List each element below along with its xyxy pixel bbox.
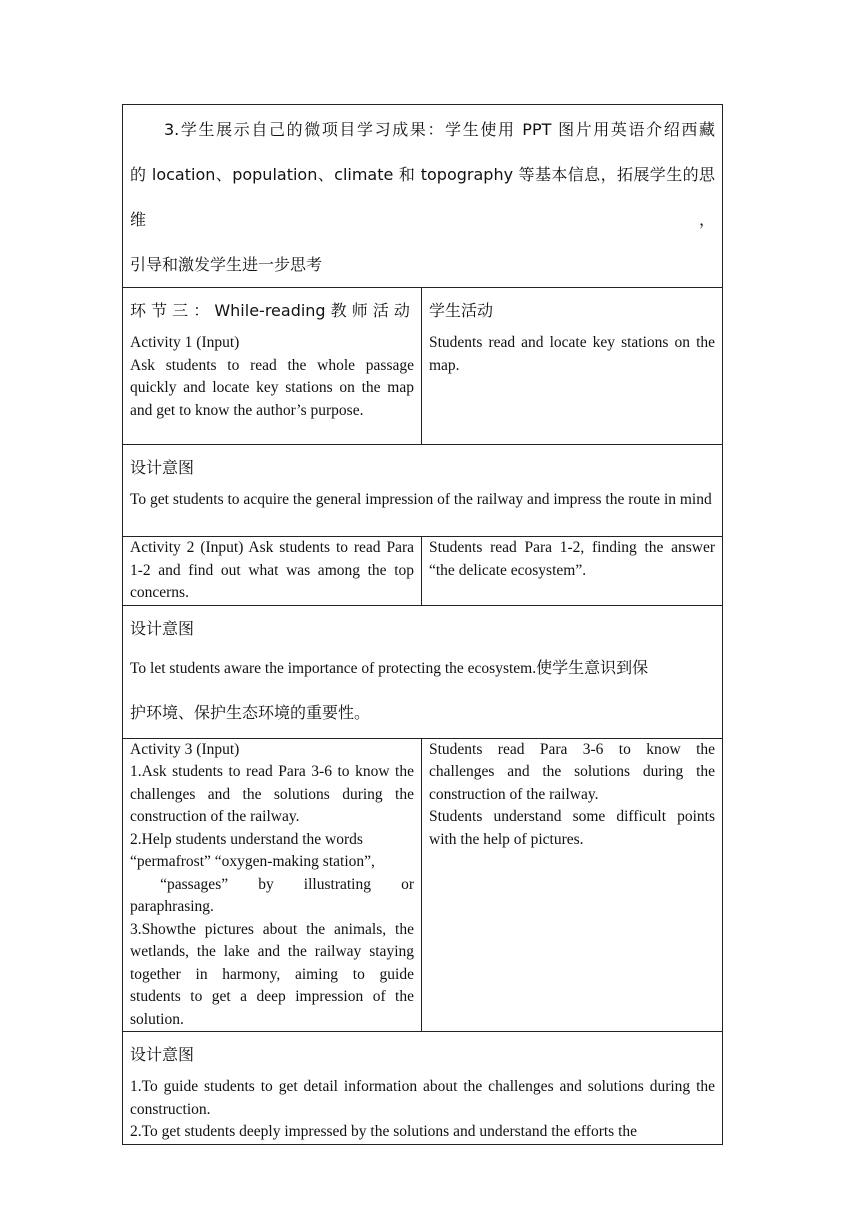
student-activity-header: 学生活动 — [429, 301, 494, 320]
student-activity3-cell — [422, 738, 723, 1032]
teacher-activity3-cell — [123, 738, 422, 1032]
activity2-teacher-text: Activity 2 (Input) Ask students to read Para 1-2 and find out what was among the top concerns. — [130, 539, 414, 601]
activity3-item2d: paraphrasing. — [130, 898, 214, 915]
design3-item1: 1.To guide students to get detail information about the challenges and solutions during the construction. — [130, 1078, 716, 1118]
design2-text-zh-1: 使学生意识到保 — [536, 657, 649, 677]
design3-label: 设计意图 — [130, 1045, 195, 1064]
activity3-item1: 1.Ask students to read Para 3-6 to know the challenges and the solutions during the construction of the railway. — [130, 763, 414, 825]
activity3-item2b: “permafrost” “oxygen-making station”, — [130, 853, 375, 870]
activity3-item3: 3.Showthe pictures about the animals, the wetlands, the lake and the railway staying together in harmony, aiming to guide students to get a deep impression of the solution. — [130, 920, 414, 1028]
design2-text-en: To let students aware the importance of protecting the ecosystem. — [130, 659, 537, 677]
activity3-title: Activity 3 (Input) — [130, 740, 240, 758]
teacher-activity1-cell — [123, 288, 422, 445]
intro-line-3: 引导和激发学生进一步思考 — [130, 255, 323, 274]
activity3-row — [123, 738, 723, 1032]
intro-line-2: 的 location、population、climate 和 topography 等基本信息，拓展学生的思维， — [130, 165, 716, 229]
design3-item2: 2.To get students deeply impressed by the solutions and understand the efforts the — [130, 1123, 638, 1140]
design1-row — [123, 445, 723, 537]
design1-label: 设计意图 — [130, 458, 195, 477]
design1-text: To get students to acquire the general impression of the railway and impress the route in mind — [130, 491, 712, 508]
activity3-item2c: “passages” by illustrating or — [130, 875, 414, 893]
design2-row — [123, 605, 723, 738]
document-page — [122, 104, 722, 1145]
activity2-student-text: Students read Para 1-2, finding the answer “the delicate ecosystem”. — [429, 539, 716, 579]
design2-line-1 — [130, 646, 715, 691]
activity1-student-text: Students read and locate key stations on the map. — [429, 334, 716, 374]
design1-cell — [123, 445, 723, 537]
design3-cell — [123, 1032, 723, 1145]
student-activity2-cell — [422, 537, 723, 606]
activity3-student-text-1: Students read Para 3-6 to know the challenges and the solutions during the construction of the railway. — [429, 740, 716, 803]
design2-text-zh-2: 护环境、保护生态环境的重要性。 — [130, 702, 371, 722]
activity2-row — [123, 537, 723, 606]
design2-label: 设计意图 — [130, 618, 195, 638]
intro-row — [123, 105, 723, 288]
student-activity1-cell — [422, 288, 723, 445]
teacher-activity-header: 环 节 三 ： While-reading 教 师 活 动 — [130, 301, 410, 320]
lesson-plan-table — [122, 104, 723, 1145]
intro-line-1: 3.学生展示自己的微项目学习成果：学生使用 PPT 图片用英语介绍西藏 — [164, 120, 716, 139]
intro-cell — [123, 105, 723, 288]
activity3-student-text-2: Students understand some difficult points with the help of pictures. — [429, 808, 716, 848]
design2-cell — [123, 605, 723, 738]
activity3-item2a: 2.Help students understand the words — [130, 830, 363, 848]
activity1-title: Activity 1 (Input) — [130, 334, 240, 351]
activity1-teacher-text: Ask students to read the whole passage quickly and locate key stations on the map and get to know the author’s purpose. — [130, 356, 414, 419]
activity1-row — [123, 288, 723, 445]
design3-row — [123, 1032, 723, 1145]
teacher-activity2-cell — [123, 537, 422, 606]
